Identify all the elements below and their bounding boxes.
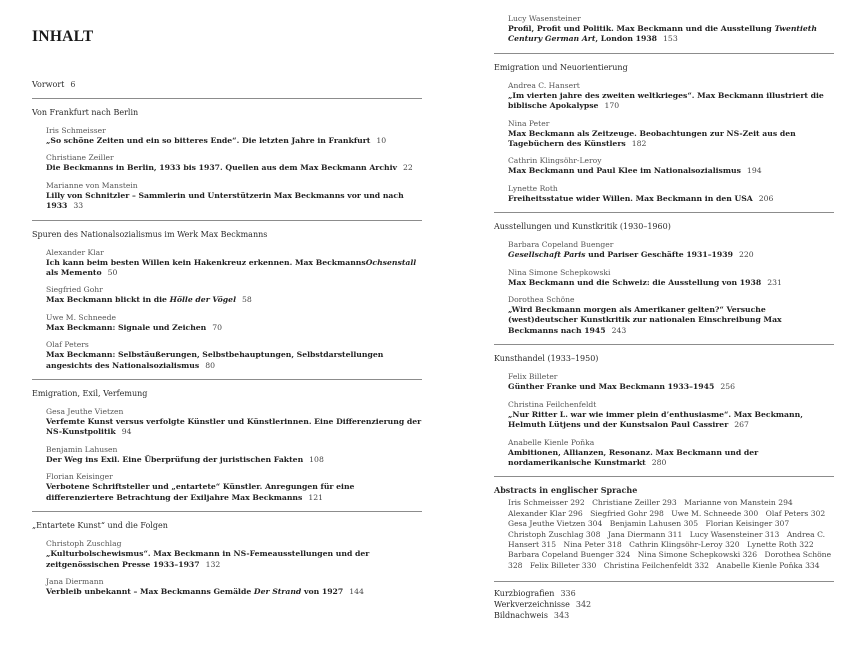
- section-divider: [494, 581, 834, 582]
- entry-author: Lucy Wasensteiner: [508, 14, 581, 23]
- abstract-item[interactable]: [608, 530, 682, 539]
- abstract-item[interactable]: [706, 519, 790, 528]
- entry-author: Benjamin Lahusen: [46, 444, 118, 454]
- section-heading-text: Emigration, Exil, Verfemung: [32, 389, 148, 399]
- entry-author: Christiane Zeiller: [46, 153, 114, 163]
- abstract-author: Nina Peter: [563, 539, 605, 549]
- tail-list: [494, 588, 834, 621]
- entry-title: „So schöne Zeiten und ein so bitteres Ende“. Die letzten Jahre in Frankfurt 10: [46, 136, 387, 145]
- entry-author: Dorothea Schöne: [508, 295, 575, 305]
- abstract-page: 298: [649, 508, 664, 518]
- entry-title-italic: Hölle der Vögel: [169, 295, 236, 305]
- abstract-item[interactable]: [592, 498, 677, 507]
- abstract-page: 308: [585, 529, 601, 539]
- toc-entry[interactable]: [494, 372, 834, 392]
- tail-label: Bildnachweis: [494, 611, 548, 621]
- section-heading-text: Ausstellungen und Kunstkritik (1930–1960): [494, 222, 671, 232]
- entry-title: Die Beckmanns in Berlin, 1933 bis 1937. Quellen aus dem Max Beckmann Archiv 22: [46, 163, 413, 173]
- entry-author: Jana Diermann: [46, 576, 104, 586]
- abstract-item[interactable]: [508, 519, 602, 528]
- entry-title: Max Beckmann als Zeitzeuge. Beobachtungen zur NS-Zeit aus den Tagebüchern des Künstlers 182: [508, 128, 796, 149]
- abstract-author: Lynette Roth: [747, 539, 797, 549]
- toc-entry[interactable]: [32, 153, 422, 173]
- entry-author: Barbara Copeland Buenger: [508, 240, 614, 250]
- abstract-page: 293: [662, 498, 677, 508]
- toc-entry[interactable]: [32, 407, 422, 438]
- entry-page: 170: [604, 101, 620, 111]
- entry-page: 121: [308, 492, 324, 502]
- toc-entry[interactable]: [32, 181, 422, 212]
- entry-page: 194: [746, 166, 762, 176]
- entry-title: Ich kann beim besten Willen kein Hakenkreuz erkennen. Max BeckmannsOchsenstall als Memento 50: [46, 257, 417, 278]
- toc-entry[interactable]: [494, 81, 834, 112]
- entry-author: Nina Simone Schepkowski: [508, 267, 611, 277]
- entry-page: 80: [205, 360, 216, 370]
- abstract-author: Nina Simone Schepkowski: [637, 550, 741, 560]
- entry-author: Felix Billeter: [508, 372, 558, 382]
- abstract-author: Christiane Zeiller: [592, 498, 660, 508]
- abstract-item[interactable]: [590, 509, 664, 518]
- section-divider: [32, 511, 422, 512]
- entry-title: Günther Franke und Max Beckmann 1933–1945 256: [508, 382, 736, 392]
- abstract-item[interactable]: [508, 498, 585, 507]
- entry-title: Freiheitsstatue wider Willen. Max Beckmann in den USA 206: [508, 193, 774, 203]
- entry-title: Profil, Profit und Politik. Max Beckmann und die Ausstellung Twentieth Century German Art, London 1938 153: [508, 24, 817, 44]
- entry-title: Max Beckmann und die Schweiz: die Ausstellung von 1938 231: [508, 277, 782, 287]
- entry-author: Christoph Zuschlag: [46, 539, 122, 549]
- section-heading: [32, 229, 422, 240]
- toc-tail-item[interactable]: [494, 599, 834, 610]
- abstract-page: 300: [743, 508, 759, 518]
- abstract-author: Florian Keisinger: [705, 519, 773, 529]
- entry-author: Anabelle Kienle Poňka: [508, 437, 595, 447]
- abstracts-heading: Abstracts in englischer Sprache: [494, 485, 638, 496]
- entry-author: Christina Feilchenfeldt: [508, 399, 597, 409]
- tail-page: 342: [575, 600, 592, 610]
- abstract-author: Iris Schmeisser: [508, 498, 568, 508]
- abstract-page: 326: [742, 550, 758, 560]
- abstract-page: 315: [541, 539, 557, 549]
- entry-page: 94: [121, 427, 132, 437]
- vorwort-label: Vorwort: [32, 80, 65, 89]
- section-heading-text: Spuren des Nationalsozialismus im Werk Max Beckmanns: [32, 229, 268, 239]
- abstract-author: Andrea C. Hansert: [508, 529, 826, 549]
- section-divider: [32, 379, 422, 380]
- entry-title: Gesellschaft Paris und Pariser Geschäfte 1931–1939 220: [508, 250, 754, 260]
- abstract-author: Siegfried Gohr: [590, 508, 647, 518]
- section-divider: [32, 98, 422, 99]
- section-divider: [494, 476, 834, 477]
- abstract-author: Christina Feilchenfeldt: [603, 560, 693, 570]
- abstract-page: 292: [570, 498, 585, 508]
- section-heading: [494, 221, 834, 232]
- entry-title: „Nur Ritter L. war wie immer plein d’enthusiasme“. Max Beckmann, Helmuth Lütjens und der Kunstsalon Paul Cassirer 267: [508, 409, 803, 430]
- toc-entry[interactable]: [494, 295, 834, 336]
- entry-author: Lynette Roth: [508, 183, 558, 193]
- abstract-page: 313: [764, 529, 780, 539]
- abstract-author: Cathrin Klingsöhr-Leroy: [629, 539, 723, 549]
- abstract-author: Marianne von Manstein: [684, 498, 776, 508]
- tail-page: 336: [560, 589, 576, 599]
- entry-title-italic: Twentieth Century German Art: [508, 24, 817, 44]
- entry-author: Cathrin Klingsöhr-Leroy: [508, 156, 602, 166]
- tail-page: 343: [553, 611, 570, 621]
- section-heading-abstracts: [494, 485, 834, 496]
- abstract-item[interactable]: [508, 530, 600, 539]
- entry-author: Iris Schmeisser: [46, 126, 106, 135]
- section-divider: [494, 53, 834, 54]
- toc-entry[interactable]: [32, 285, 422, 305]
- abstract-author: Alexander Klar: [508, 508, 566, 518]
- section-divider: [32, 220, 422, 221]
- abstract-item[interactable]: [604, 561, 709, 570]
- abstract-item[interactable]: [671, 509, 758, 518]
- abstract-item[interactable]: [747, 540, 814, 549]
- entry-title: Ambitionen, Allianzen, Resonanz. Max Beckmann und der nordamerikanische Kunstmarkt 280: [508, 447, 759, 467]
- entry-page: 70: [212, 322, 223, 332]
- right-sections: [494, 53, 834, 469]
- entry-title-italic: Der Strand: [253, 586, 302, 596]
- abstract-page: 322: [799, 539, 814, 549]
- entry-author: Siegfried Gohr: [46, 285, 103, 295]
- toc-entry[interactable]: [494, 156, 834, 176]
- abstract-page: 304: [587, 519, 603, 529]
- right-page: [432, 0, 864, 648]
- abstract-page: 307: [774, 519, 790, 529]
- vorwort-page: 6: [70, 80, 76, 89]
- entry-author: Andrea C. Hansert: [508, 80, 580, 90]
- entry-title: Max Beckmann: Signale und Zeichen 70: [46, 322, 223, 332]
- section-heading: [494, 353, 834, 364]
- entry-page: 132: [205, 559, 221, 569]
- abstract-page: 334: [805, 560, 820, 570]
- abstract-page: 311: [667, 529, 683, 539]
- toc-entry[interactable]: [494, 14, 834, 45]
- abstract-item[interactable]: [508, 509, 583, 518]
- abstract-item[interactable]: [690, 530, 780, 539]
- abstract-page: 318: [607, 539, 622, 549]
- entry-page: 243: [611, 325, 627, 335]
- abstract-page: 324: [615, 550, 631, 560]
- entry-page: 267: [734, 420, 749, 430]
- section-heading-text: Kunsthandel (1933–1950): [494, 354, 599, 364]
- section-heading-text: Emigration und Neuorientierung: [494, 62, 628, 72]
- toc-vorwort[interactable]: [32, 79, 422, 90]
- abstract-item[interactable]: [629, 540, 739, 549]
- abstract-page: 305: [683, 519, 699, 529]
- entry-author: Marianne von Manstein: [46, 180, 138, 190]
- toc-entry[interactable]: [32, 313, 422, 333]
- entry-author: Alexander Klar: [46, 247, 104, 257]
- abstract-author: Barbara Copeland Buenger: [508, 550, 614, 560]
- abstract-item[interactable]: [508, 550, 630, 559]
- entry-title: „Im vierten jahre des zweiten weltkrieges“. Max Beckmann illustriert die biblische Apokalypse 170: [508, 90, 824, 111]
- entry-page: 22: [403, 163, 413, 173]
- toc-entry[interactable]: [494, 400, 834, 431]
- entry-page: 206: [758, 193, 774, 203]
- abstract-item[interactable]: [530, 561, 596, 570]
- abstract-item[interactable]: [563, 540, 621, 549]
- entry-title: Max Beckmann: Selbstäußerungen, Selbstbehauptungen, Selbstdarstellungen angesichts des Nationalsozialismus 80: [46, 350, 384, 370]
- entry-title: Max Beckmann und Paul Klee im Nationalsozialismus 194: [508, 166, 762, 176]
- abstract-page: 294: [778, 498, 793, 508]
- abstract-item[interactable]: [638, 550, 757, 559]
- abstract-item[interactable]: [610, 519, 698, 528]
- entry-title: „Wird Beckmann morgen als Amerikaner gelten?“ Versuche (west)deutscher Kunstkritik zur nationalen Einschreibung Max Beckmanns nach 1945 243: [508, 305, 782, 335]
- entry-author: Gesa Jeuthe Vietzen: [46, 407, 124, 417]
- toc-entry[interactable]: [494, 268, 834, 288]
- section-heading-text: Von Frankfurt nach Berlin: [32, 108, 139, 117]
- entry-title: Der Weg ins Exil. Eine Überprüfung der juristischen Fakten 108: [46, 454, 324, 464]
- entry-title: Lilly von Schnitzler – Sammlerin und Unterstützerin Max Beckmanns vor und nach 1933 33: [46, 190, 404, 211]
- entry-page: 231: [767, 277, 782, 287]
- abstract-author: Lucy Wasensteiner: [689, 529, 763, 539]
- toc-entry[interactable]: [494, 240, 834, 260]
- abstract-item[interactable]: [716, 561, 819, 570]
- abstract-author: Dorothea Schöne: [764, 550, 832, 560]
- entry-title-italic: Ochsenstall: [365, 257, 417, 267]
- toc-entry[interactable]: [32, 472, 422, 503]
- toc-entry[interactable]: [32, 445, 422, 465]
- toc-tail-item[interactable]: [494, 610, 834, 621]
- abstract-author: Christoph Zuschlag: [508, 529, 584, 539]
- page-title: INHALT: [32, 28, 94, 45]
- toc-entry[interactable]: [494, 119, 834, 150]
- toc-entry[interactable]: [32, 248, 422, 279]
- abstract-page: 330: [581, 560, 597, 570]
- toc-entry[interactable]: [32, 577, 422, 597]
- abstract-author: Benjamin Lahusen: [609, 519, 682, 529]
- abstract-author: Felix Billeter: [529, 560, 580, 570]
- abstract-page: 320: [725, 539, 740, 549]
- abstract-page: 332: [694, 560, 709, 570]
- section-divider: [494, 344, 834, 345]
- tail-label: Werkverzeichnisse: [494, 600, 570, 610]
- abstract-item[interactable]: [766, 509, 826, 518]
- abstract-author: Jana Diermann: [607, 529, 666, 539]
- abstract-author: Gesa Jeuthe Vietzen: [508, 519, 586, 529]
- entry-page: 50: [107, 268, 118, 278]
- entry-title: Max Beckmann blickt in die Hölle der Vögel 58: [46, 295, 252, 305]
- tail-label: Kurzbiografien: [494, 589, 555, 599]
- toc-tail-item[interactable]: [494, 588, 834, 599]
- abstract-page: 296: [568, 508, 583, 518]
- entry-page: 10: [376, 136, 387, 145]
- section-heading: [32, 520, 422, 531]
- section-heading: [494, 62, 834, 73]
- toc-entry[interactable]: [494, 438, 834, 469]
- entry-author: Olaf Peters: [46, 340, 89, 350]
- abstract-author: Olaf Peters: [765, 508, 809, 518]
- abstract-item[interactable]: [684, 498, 793, 507]
- entry-title: Verbleib unbekannt – Max Beckmanns Gemälde Der Strand von 1927 144: [46, 586, 364, 596]
- entry-author: Uwe M. Schneede: [46, 312, 116, 322]
- entry-author: Nina Peter: [508, 118, 550, 128]
- entry-page: 58: [242, 295, 252, 305]
- abstract-page: 302: [810, 508, 826, 518]
- abstract-author: Uwe M. Schneede: [671, 508, 742, 518]
- section-heading: [32, 107, 422, 118]
- abstracts-list: [494, 498, 834, 571]
- toc-entry[interactable]: [494, 184, 834, 204]
- entry-page: 220: [738, 250, 754, 260]
- entry-author: Florian Keisinger: [46, 472, 113, 482]
- entry-page: 33: [73, 201, 84, 211]
- entry-page: 256: [720, 382, 736, 392]
- section-heading-text: „Entartete Kunst“ und die Folgen: [32, 521, 168, 531]
- entry-page: 144: [349, 586, 364, 596]
- toc-entry[interactable]: [32, 126, 422, 146]
- entry-page: 153: [663, 34, 678, 44]
- entry-title: Verfemte Kunst versus verfolgte Künstler und Künstlerinnen. Eine Differenzierung der NS-Kunstpolitik 94: [46, 417, 422, 437]
- section-heading: [32, 388, 422, 399]
- abstract-author: Anabelle Kienle Poňka: [716, 560, 803, 570]
- entry-title: „Kulturbolschewismus“. Max Beckmann in NS-Femeausstellungen und der zeitgenössischen Presse 1933–1937 132: [46, 549, 370, 569]
- toc-entry[interactable]: [32, 539, 422, 570]
- entry-title-italic: Gesellschaft Paris: [508, 250, 586, 260]
- section-divider: [494, 212, 834, 213]
- entry-page: 280: [651, 457, 667, 467]
- abstract-page: 328: [508, 560, 523, 570]
- entry-page: 182: [631, 139, 647, 149]
- left-sections: [32, 98, 422, 597]
- entry-page: 108: [309, 454, 324, 464]
- toc-entry[interactable]: [32, 340, 422, 371]
- entry-title: Verbotene Schriftsteller und „entartete“ Künstler. Anregungen für eine differenziertere Betrachtung der Exiljahre Max Beckmanns 121: [46, 482, 355, 502]
